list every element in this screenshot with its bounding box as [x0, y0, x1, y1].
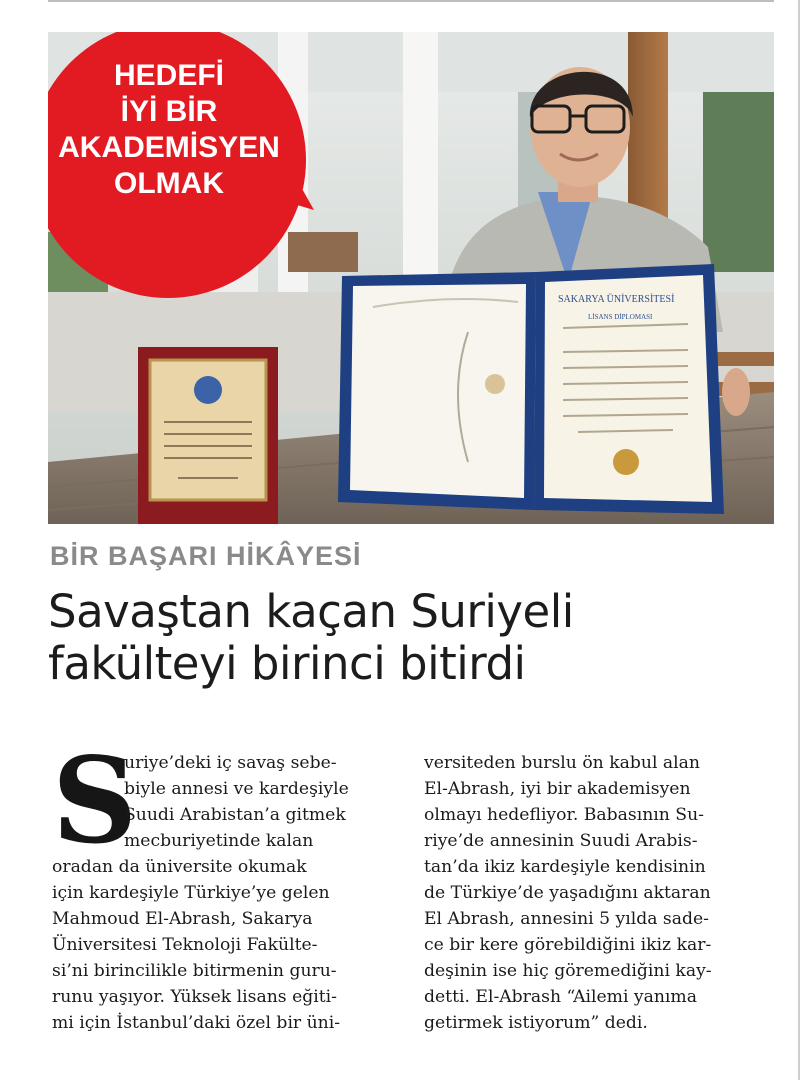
plaque	[138, 347, 278, 524]
article-photo	[48, 32, 774, 524]
body-line: Mahmoud El-Abrash, Sakarya	[52, 909, 313, 929]
body-line: mecburiyetinde kalan	[124, 831, 314, 851]
body-line: tan’da ikiz kardeşiyle kendisinin	[424, 857, 706, 877]
headline-line: Savaştan kaçan Suriyeli	[48, 585, 574, 638]
body-line: detti. El-Abrash “Ailemi yanıma	[424, 987, 697, 1007]
body-line: riye’de annesinin Suudi Arabis-	[424, 831, 698, 851]
body-line: El-Abrash, iyi bir akademisyen	[424, 779, 691, 799]
drop-cap: S	[52, 731, 138, 870]
body-line: Üniversitesi Teknoloji Fakülte-	[52, 935, 318, 955]
article-column-right	[424, 750, 769, 1036]
body-line: de Türkiye’de yaşadığını aktaran	[424, 883, 711, 903]
body-line: getirmek istiyorum” dedi.	[424, 1013, 648, 1033]
badge-line: HEDEFİ	[113, 59, 224, 92]
article-column-left	[52, 750, 382, 1036]
body-line: mi için İstanbul’daki özel bir üni-	[52, 1013, 341, 1033]
headline-line: fakülteyi birinci bitirdi	[48, 637, 526, 690]
body-line: Suudi Arabistan’a gitmek	[124, 805, 346, 825]
body-line: biyle annesi ve kardeşiyle	[124, 779, 349, 799]
body-line: için kardeşiyle Türkiye’ye gelen	[52, 883, 330, 903]
body-line: runu yaşıyor. Yüksek lisans eğiti-	[52, 987, 337, 1007]
body-line: ce bir kere görebildiğini ikiz kar-	[424, 935, 712, 955]
badge-line: AKADEMİSYEN	[58, 131, 280, 164]
column-rule	[798, 0, 800, 1080]
badge-line: İYİ BİR	[120, 95, 218, 128]
body-line: olmayı hedefliyor. Babasının Su-	[424, 805, 704, 825]
diploma-university-label: SAKARYA ÜNİVERSİTESİ	[558, 294, 675, 305]
body-line: versiteden burslu ön kabul alan	[424, 753, 700, 773]
badge-line: OLMAK	[114, 167, 224, 200]
badge-text-block	[48, 58, 290, 202]
body-line: uriye’deki iç savaş sebe-	[124, 753, 337, 773]
article-kicker: BİR BAŞARI HİKÂYESİ	[50, 541, 362, 571]
body-line: si’ni birincilikle bitirmenin guru-	[52, 961, 337, 981]
body-line: oradan da üniversite okumak	[52, 857, 307, 877]
article-headline	[48, 586, 788, 690]
body-line: El Abrash, annesini 5 yılda sade-	[424, 909, 709, 929]
diploma-title-label: LİSANS DİPLOMASI	[588, 313, 653, 321]
top-rule	[48, 0, 774, 2]
body-line: deşinin ise hiç göremediğini kay-	[424, 961, 712, 981]
